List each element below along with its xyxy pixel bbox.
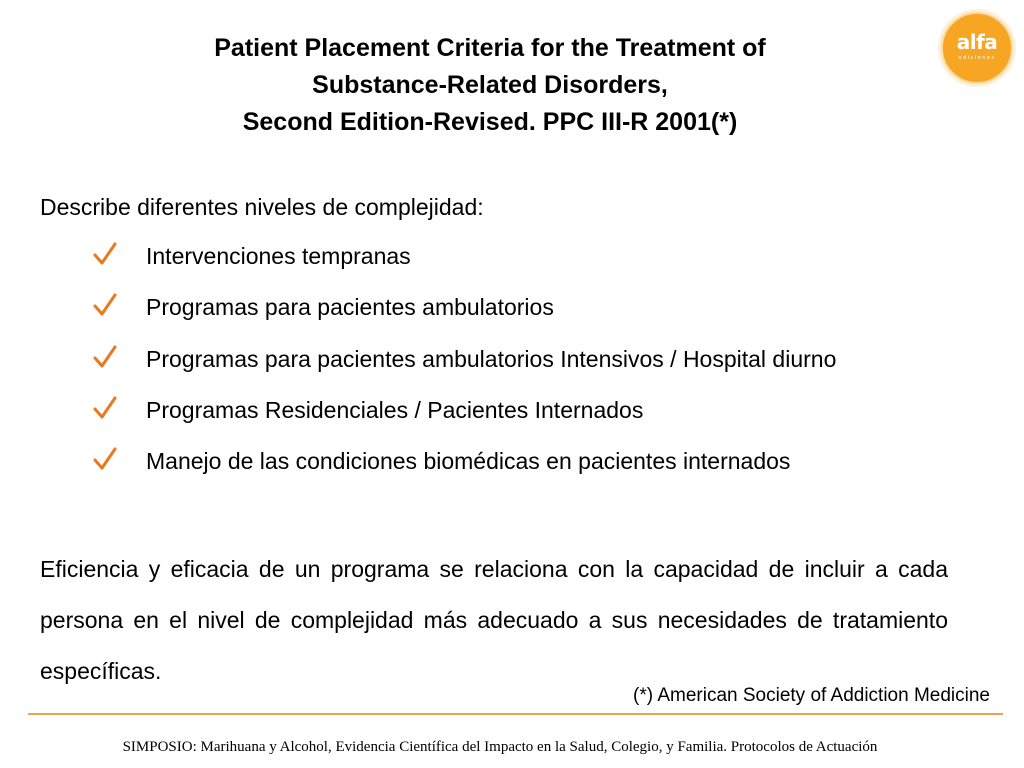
checklist xyxy=(0,241,1000,497)
check-mark-icon xyxy=(93,292,117,318)
footnote: (*) American Society of Addiction Medicine xyxy=(633,685,990,706)
list-item-label: Programas para pacientes ambulatorios xyxy=(146,294,554,321)
list-item xyxy=(0,241,1000,292)
logo-text: alfa xyxy=(956,30,998,54)
logo-subtext: ediciones xyxy=(958,55,996,61)
intro-text: Describe diferentes niveles de complejidad: xyxy=(40,194,484,220)
check-mark-icon xyxy=(93,446,117,472)
list-item-label: Manejo de las condiciones biomédicas en pacientes internados xyxy=(146,448,791,475)
list-item xyxy=(0,395,1000,446)
list-item xyxy=(0,344,1000,395)
list-item xyxy=(0,292,1000,343)
list-item-label: Programas Residenciales / Pacientes Internados xyxy=(146,396,644,423)
title-line-3: Second Edition-Revised. PPC III-R 2001(*) xyxy=(242,108,738,136)
list-item xyxy=(0,446,1000,497)
title-line-1: Patient Placement Criteria for the Treatment of xyxy=(214,34,766,62)
slide-title xyxy=(0,30,980,141)
footer-divider xyxy=(28,713,1003,715)
summary-paragraph: Eficiencia y eficacia de un programa se relaciona con la capacidad de incluir a cada persona en el nivel de complejidad más adecuado a sus necesidades de tratamiento específicas. xyxy=(40,556,948,684)
footer-text: SIMPOSIO: Marihuana y Alcohol, Evidencia Científica del Impacto en la Salud, Colegio, y Familia. Protocolos de Actuación xyxy=(122,739,878,755)
list-item-label: Intervenciones tempranas xyxy=(146,243,411,269)
alfa-logo xyxy=(941,12,1013,84)
list-item-label: Programas para pacientes ambulatorios Intensivos / Hospital diurno xyxy=(146,345,837,372)
title-line-2: Substance-Related Disorders, xyxy=(312,71,668,99)
check-mark-icon xyxy=(93,395,117,421)
check-mark-icon xyxy=(93,344,117,370)
check-mark-icon xyxy=(93,241,117,267)
